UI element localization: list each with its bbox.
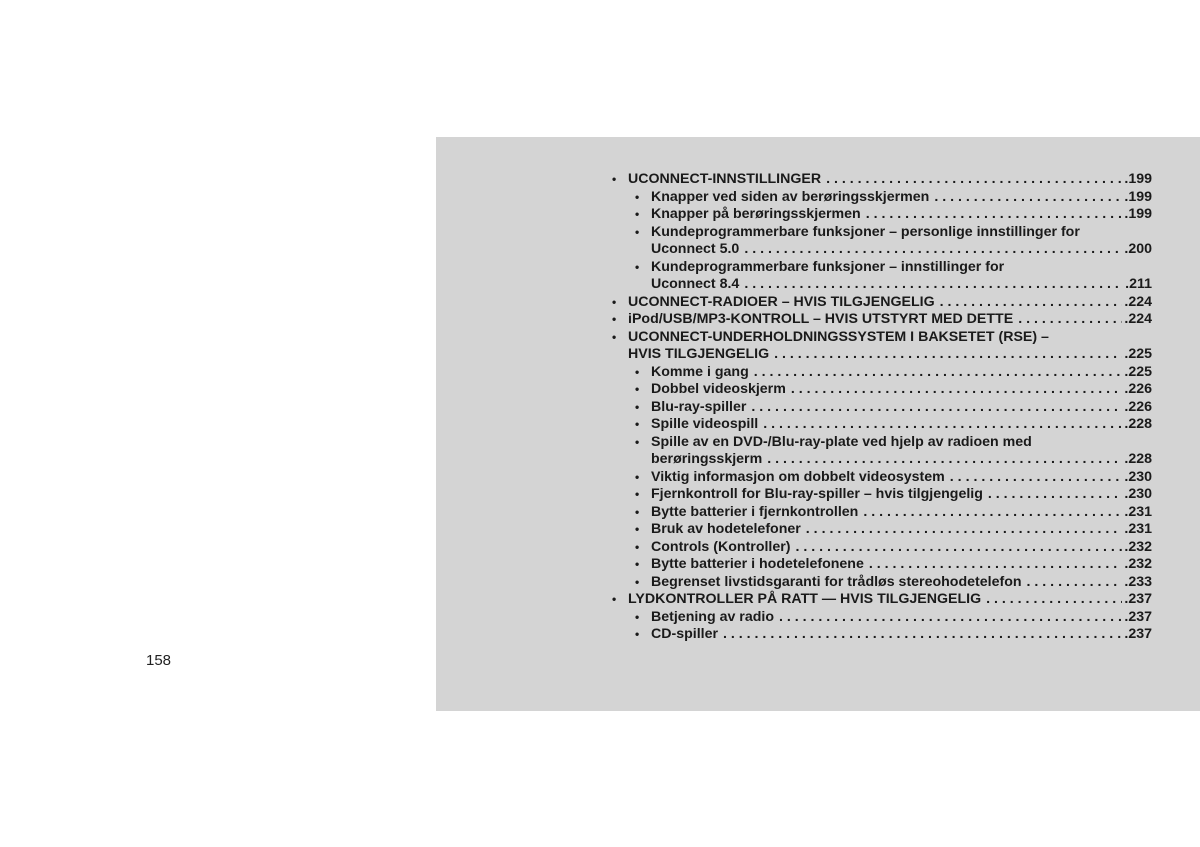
dot-leader: [988, 486, 1122, 504]
toc-entry: [610, 399, 1152, 417]
toc-entry: [610, 626, 1152, 644]
dot-leader: [866, 206, 1123, 224]
toc-entry: [610, 381, 1152, 399]
dot-leader: [723, 626, 1122, 644]
bullet-icon: •: [635, 382, 640, 396]
bullet-icon: •: [635, 522, 640, 536]
toc-entry-title: Knapper ved siden av berøringsskjermen: [651, 188, 930, 205]
toc-entry-title: Controls (Kontroller): [651, 538, 791, 555]
table-of-contents: [610, 171, 1152, 644]
toc-entry-page: .226: [1124, 398, 1152, 415]
bullet-icon: •: [612, 294, 617, 309]
toc-entry-title-line: Spille av en DVD-/Blu-ray-plate ved hjelp av radioen med: [651, 433, 1032, 450]
toc-entry-title-line: UCONNECT-UNDERHOLDNINGSSYSTEM I BAKSETET (RSE) –: [628, 328, 1049, 345]
toc-entry-title: LYDKONTROLLER PÅ RATT — HVIS TILGJENGELIG: [628, 591, 982, 607]
toc-entry-page: .237: [1124, 626, 1152, 642]
bullet-icon: •: [635, 399, 640, 414]
toc-entry: [610, 259, 1152, 294]
toc-entry-title: berøringsskjerm: [651, 451, 763, 467]
bullet-icon: •: [635, 259, 640, 274]
bullet-icon: •: [612, 312, 617, 326]
toc-entry: [610, 539, 1152, 557]
toc-entry-title: UCONNECT-RADIOER – HVIS TILGJENGELIG: [628, 293, 935, 310]
bullet-icon: •: [635, 469, 640, 484]
toc-entry-title: Spille videospill: [651, 416, 759, 432]
toc-entry-title: HVIS TILGJENGELIG: [628, 346, 770, 362]
bullet-icon: •: [635, 487, 640, 501]
dot-leader: [986, 591, 1122, 609]
toc-entry-page: .230: [1124, 468, 1152, 485]
toc-entry: [610, 171, 1152, 189]
toc-entry-page: .224: [1124, 293, 1152, 310]
dot-leader: [744, 241, 1122, 259]
bullet-icon: •: [635, 574, 640, 589]
toc-entry-page: .231: [1124, 503, 1152, 520]
dot-leader: [791, 381, 1123, 399]
toc-entry-page: .228: [1124, 416, 1152, 432]
bullet-icon: •: [635, 504, 640, 519]
toc-entry-title: Betjening av radio: [651, 608, 774, 625]
dot-leader: [1027, 574, 1123, 592]
bullet-icon: •: [635, 434, 640, 449]
toc-entry-page: .226: [1124, 381, 1152, 397]
toc-entry-page: .228: [1124, 451, 1152, 467]
toc-entry: [610, 504, 1152, 522]
toc-entry-title: Bytte batterier i fjernkontrollen: [651, 503, 859, 520]
bullet-icon: •: [635, 224, 640, 239]
toc-entry: [610, 329, 1152, 364]
toc-entry: [610, 189, 1152, 207]
toc-entry: [610, 469, 1152, 487]
dot-leader: [754, 364, 1123, 382]
toc-entry-page: .233: [1124, 573, 1152, 590]
bullet-icon: •: [635, 364, 640, 379]
toc-entry: [610, 294, 1152, 312]
bullet-icon: •: [635, 417, 640, 431]
dot-leader: [869, 556, 1123, 574]
toc-entry-title: Knapper på berøringsskjermen: [651, 206, 861, 222]
toc-entry-page: .232: [1124, 556, 1152, 572]
toc-entry: [610, 311, 1152, 329]
toc-entry: [610, 364, 1152, 382]
toc-entry-page: .237: [1124, 591, 1152, 607]
toc-entry-title: CD-spiller: [651, 626, 719, 642]
toc-entry-title: UCONNECT-INNSTILLINGER: [628, 171, 822, 187]
toc-entry-title: Begrenset livstidsgaranti for trådløs stereohodetelefon: [651, 573, 1022, 590]
toc-entry-page: .199: [1124, 206, 1152, 222]
toc-entry-title: Blu-ray-spiller: [651, 398, 747, 415]
dot-leader: [774, 346, 1122, 364]
dot-leader: [940, 294, 1123, 312]
toc-entry-page: .225: [1124, 363, 1152, 380]
bullet-icon: •: [612, 592, 617, 606]
toc-entry: [610, 416, 1152, 434]
bullet-icon: •: [635, 627, 640, 641]
toc-entry-title: Uconnect 5.0: [651, 241, 740, 257]
toc-entry-page: .200: [1124, 241, 1152, 257]
toc-entry: [610, 486, 1152, 504]
dot-leader: [1018, 311, 1122, 329]
toc-entry: [610, 556, 1152, 574]
dot-leader: [806, 521, 1123, 539]
toc-entry-title-line: Kundeprogrammerbare funksjoner – personlige innstillinger for: [651, 223, 1080, 240]
toc-entry: [610, 591, 1152, 609]
dot-leader: [826, 171, 1122, 189]
toc-entry-title: Viktig informasjon om dobbelt videosystem: [651, 468, 945, 485]
toc-entry: [610, 224, 1152, 259]
toc-entry-page: .211: [1125, 276, 1152, 292]
toc-entry-title: Fjernkontroll for Blu-ray-spiller – hvis tilgjengelig: [651, 486, 983, 502]
toc-entry-title-line: Kundeprogrammerbare funksjoner – innstillinger for: [651, 258, 1005, 275]
toc-entry: [610, 521, 1152, 539]
toc-entry-page: .199: [1124, 171, 1152, 187]
dot-leader: [744, 276, 1123, 294]
dot-leader: [767, 451, 1122, 469]
dot-leader: [763, 416, 1122, 434]
dot-leader: [950, 469, 1123, 487]
toc-entry-title: Dobbel videoskjerm: [651, 381, 786, 397]
bullet-icon: •: [612, 329, 617, 344]
dot-leader: [796, 539, 1123, 557]
bullet-icon: •: [635, 539, 640, 554]
toc-entry-page: .230: [1124, 486, 1152, 502]
toc-entry-title: Uconnect 8.4: [651, 276, 740, 292]
toc-entry-page: .199: [1124, 188, 1152, 205]
bullet-icon: •: [635, 189, 640, 204]
toc-entry: [610, 206, 1152, 224]
toc-entry-page: .225: [1124, 346, 1152, 362]
bullet-icon: •: [635, 609, 640, 624]
bullet-icon: •: [635, 207, 640, 221]
dot-leader: [751, 399, 1122, 417]
toc-entry: [610, 574, 1152, 592]
toc-entry: [610, 434, 1152, 469]
toc-entry-title: Bruk av hodetelefoner: [651, 521, 801, 537]
toc-entry-page: .224: [1124, 311, 1152, 327]
page-number: 158: [146, 652, 172, 669]
toc-entry-page: .232: [1124, 538, 1152, 555]
toc-entry: [610, 609, 1152, 627]
toc-entry-page: .231: [1124, 521, 1152, 537]
bullet-icon: •: [635, 557, 640, 571]
toc-entry-title: iPod/USB/MP3-KONTROLL – HVIS UTSTYRT MED DETTE: [628, 311, 1014, 327]
toc-entry-title: Komme i gang: [651, 363, 749, 380]
toc-entry-title: Bytte batterier i hodetelefonene: [651, 556, 864, 572]
bullet-icon: •: [612, 172, 617, 186]
dot-leader: [934, 189, 1122, 207]
toc-entry-page: .237: [1124, 608, 1152, 625]
dot-leader: [863, 504, 1122, 522]
dot-leader: [779, 609, 1122, 627]
